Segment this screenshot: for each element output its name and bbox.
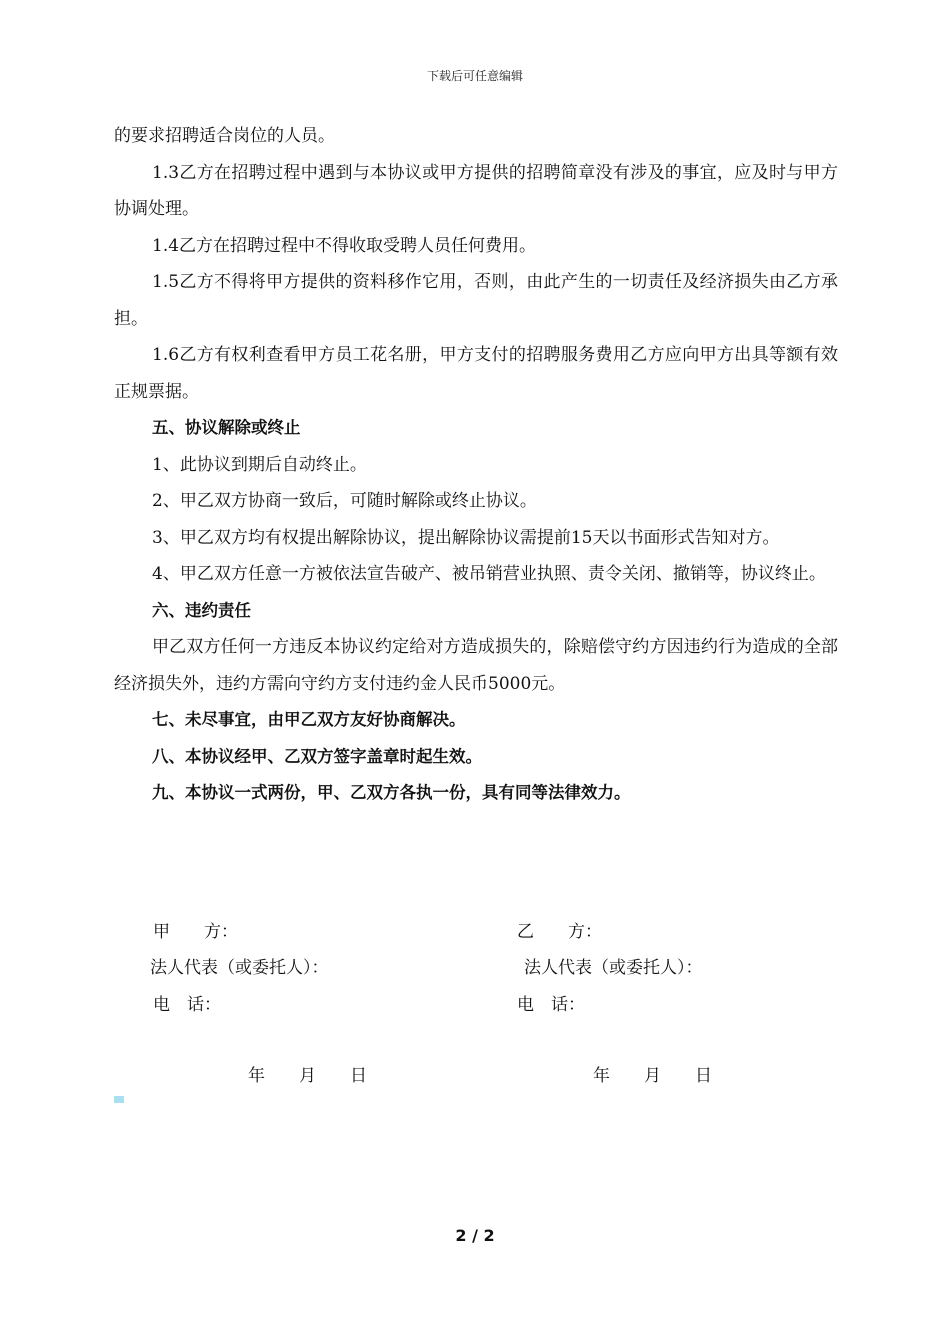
party-b-label: 乙 方： — [517, 922, 602, 942]
party-a-representative-label: 法人代表（或委托人）： — [150, 958, 329, 978]
paragraph: 甲乙双方任何一方违反本协议约定给对方造成损失的，除赔偿守约方因违约行为造成的全部经济损失外，违约方需向守约方支付违约金人民币5000元。 — [114, 637, 838, 694]
paragraph: 1.6乙方有权利查看甲方员工花名册，甲方支付的招聘服务费用乙方应向甲方出具等额有效正规票据。 — [114, 345, 838, 402]
section-heading: 九、本协议一式两份，甲、乙双方各执一份，具有同等法律效力。 — [152, 783, 631, 802]
paragraph: 1、此协议到期后自动终止。 — [152, 454, 367, 475]
party-a-phone-label: 电 话： — [153, 995, 221, 1015]
paragraph: 2、甲乙双方协商一致后，可随时解除或终止协议。 — [152, 491, 537, 511]
section-heading: 五、协议解除或终止 — [152, 418, 301, 437]
document-body — [114, 118, 838, 812]
paragraph: 3、甲乙双方均有权提出解除协议，提出解除协议需提前15天以书面形式告知对方。 — [152, 527, 780, 548]
party-b-date-label: 年 月 日 — [593, 1066, 712, 1086]
paragraph: 的要求招聘适合岗位的人员。 — [114, 126, 335, 146]
party-a-label: 甲 方： — [153, 922, 238, 942]
paragraph: 1.4乙方在招聘过程中不得收取受聘人员任何费用。 — [152, 235, 537, 256]
page-number: 2 / 2 — [455, 1226, 495, 1245]
page-header: 下载后可任意编辑 — [426, 69, 523, 83]
party-b-representative-label: 法人代表（或委托人）： — [524, 958, 703, 978]
section-heading: 七、未尽事宜，由甲乙双方友好协商解决。 — [152, 710, 466, 729]
section-heading: 八、本协议经甲、乙双方签字盖章时起生效。 — [152, 746, 482, 766]
paragraph: 1.5乙方不得将甲方提供的资料移作它用，否则，由此产生的一切责任及经济损失由乙方承担。 — [114, 272, 838, 329]
paragraph: 4、甲乙双方任意一方被依法宣告破产、被吊销营业执照、责令关闭、撤销等，协议终止。 — [152, 564, 826, 584]
party-b-phone-label: 电 话： — [517, 995, 585, 1015]
section-heading: 六、违约责任 — [152, 600, 251, 620]
paragraph: 1.3乙方在招聘过程中遇到与本协议或甲方提供的招聘简章没有涉及的事宜，应及时与甲方协调处理。 — [114, 162, 838, 219]
party-a-date-label: 年 月 日 — [248, 1066, 367, 1086]
cursor-marker — [114, 1096, 124, 1103]
